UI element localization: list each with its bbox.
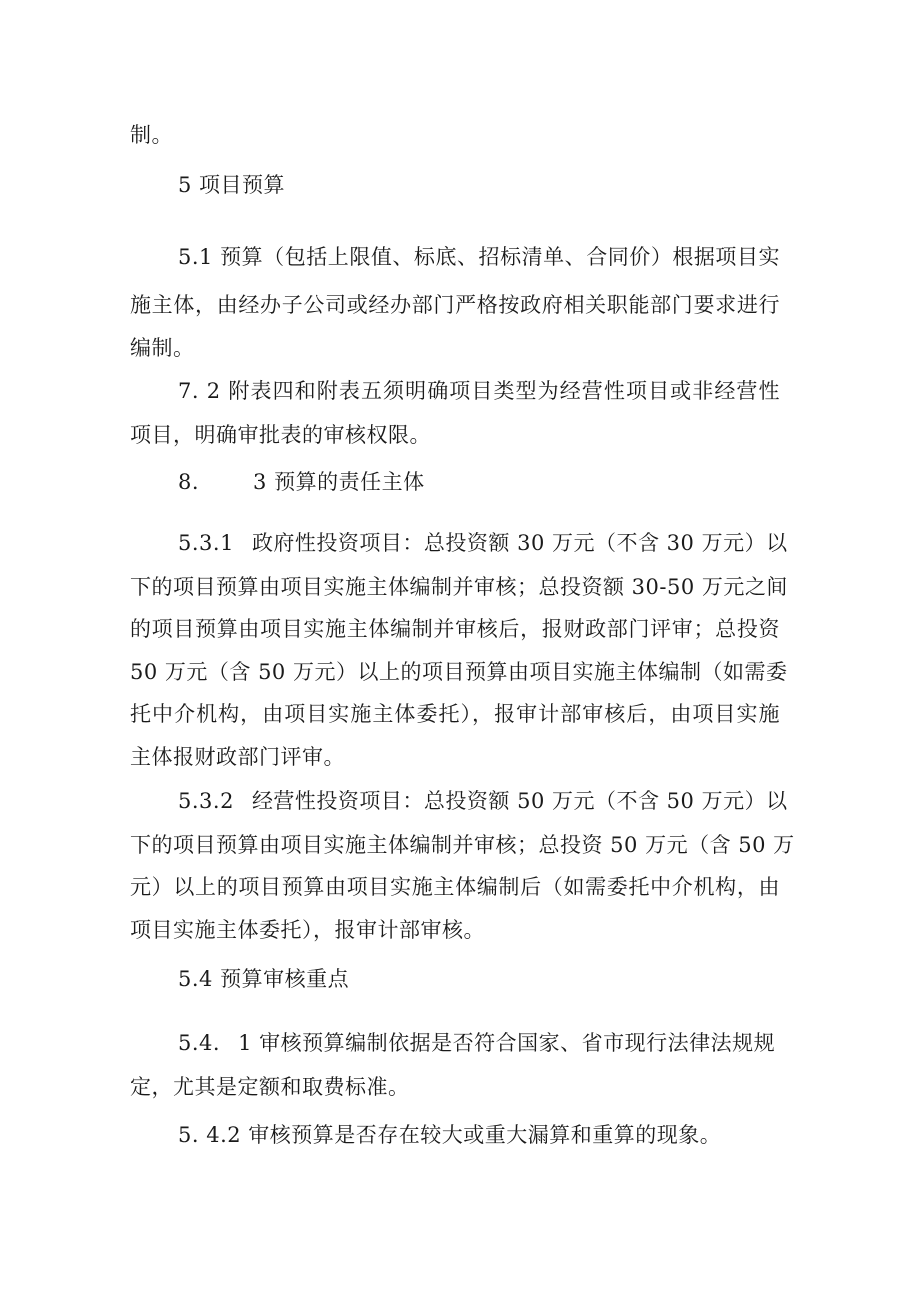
paragraph-line bbox=[178, 1028, 775, 1058]
paragraph-line: 托中介机构，由项目实施主体委托），报审计部审核后，由项目实施 bbox=[130, 702, 780, 726]
clause-text: 1 审核预算编制依据是否符合国家、省市现行法律法规规 bbox=[238, 1031, 776, 1055]
paragraph-line bbox=[178, 528, 788, 558]
paragraph-line: 项目，明确审批表的审核权限。 bbox=[130, 423, 431, 447]
paragraph-line: 元）以上的项目预算由项目实施主体编制后（如需委托中介机构，由 bbox=[130, 875, 780, 899]
clause-text: 经营性投资项目：总投资额 50 万元（不含 50 万元）以 bbox=[251, 789, 788, 813]
paragraph-line: 5. 4.2 审核预算是否存在较大或重大漏算和重算的现象。 bbox=[178, 1123, 722, 1147]
paragraph-line: 7. 2 附表四和附表五须明确项目类型为经营性项目或非经营性 bbox=[178, 379, 780, 403]
heading-number: 8. bbox=[178, 470, 200, 494]
paragraph-line: 项目实施主体委托），报审计部审核。 bbox=[130, 918, 485, 942]
paragraph-line: 50 万元（含 50 万元）以上的项目预算由项目实施主体编制（如需委 bbox=[130, 660, 788, 684]
paragraph-line: 5.1 预算（包括上限值、标底、招标清单、合同价）根据项目实 bbox=[178, 245, 780, 269]
heading-text: 3 预算的责任主体 bbox=[253, 470, 425, 494]
paragraph-line bbox=[178, 786, 788, 816]
paragraph-line: 施主体，由经办子公司或经办部门严格按政府相关职能部门要求进行 bbox=[130, 293, 780, 317]
paragraph-line: 编制。 bbox=[130, 336, 195, 360]
paragraph-line: 下的项目预算由项目实施主体编制并审核；总投资 50 万元（含 50 万 bbox=[130, 833, 795, 857]
section-heading-54: 5.4 预算审核重点 bbox=[178, 967, 350, 991]
clause-number: 5.3.1 bbox=[178, 531, 234, 555]
clause-number: 5.3.2 bbox=[178, 789, 234, 813]
section-heading-5: 5 项目预算 bbox=[178, 173, 286, 197]
paragraph-line: 制。 bbox=[130, 123, 173, 147]
section-heading-53 bbox=[178, 467, 425, 497]
clause-number: 5.4. bbox=[178, 1031, 221, 1055]
paragraph-line: 主体报财政部门评审。 bbox=[130, 745, 345, 769]
paragraph-line: 定，尤其是定额和取费标准。 bbox=[130, 1075, 410, 1099]
clause-text: 政府性投资项目：总投资额 30 万元（不含 30 万元）以 bbox=[251, 531, 788, 555]
paragraph-line: 的项目预算由项目实施主体编制并审核后，报财政部门评审；总投资 bbox=[130, 617, 780, 641]
paragraph-line: 下的项目预算由项目实施主体编制并审核；总投资额 30-50 万元之间 bbox=[130, 575, 788, 599]
